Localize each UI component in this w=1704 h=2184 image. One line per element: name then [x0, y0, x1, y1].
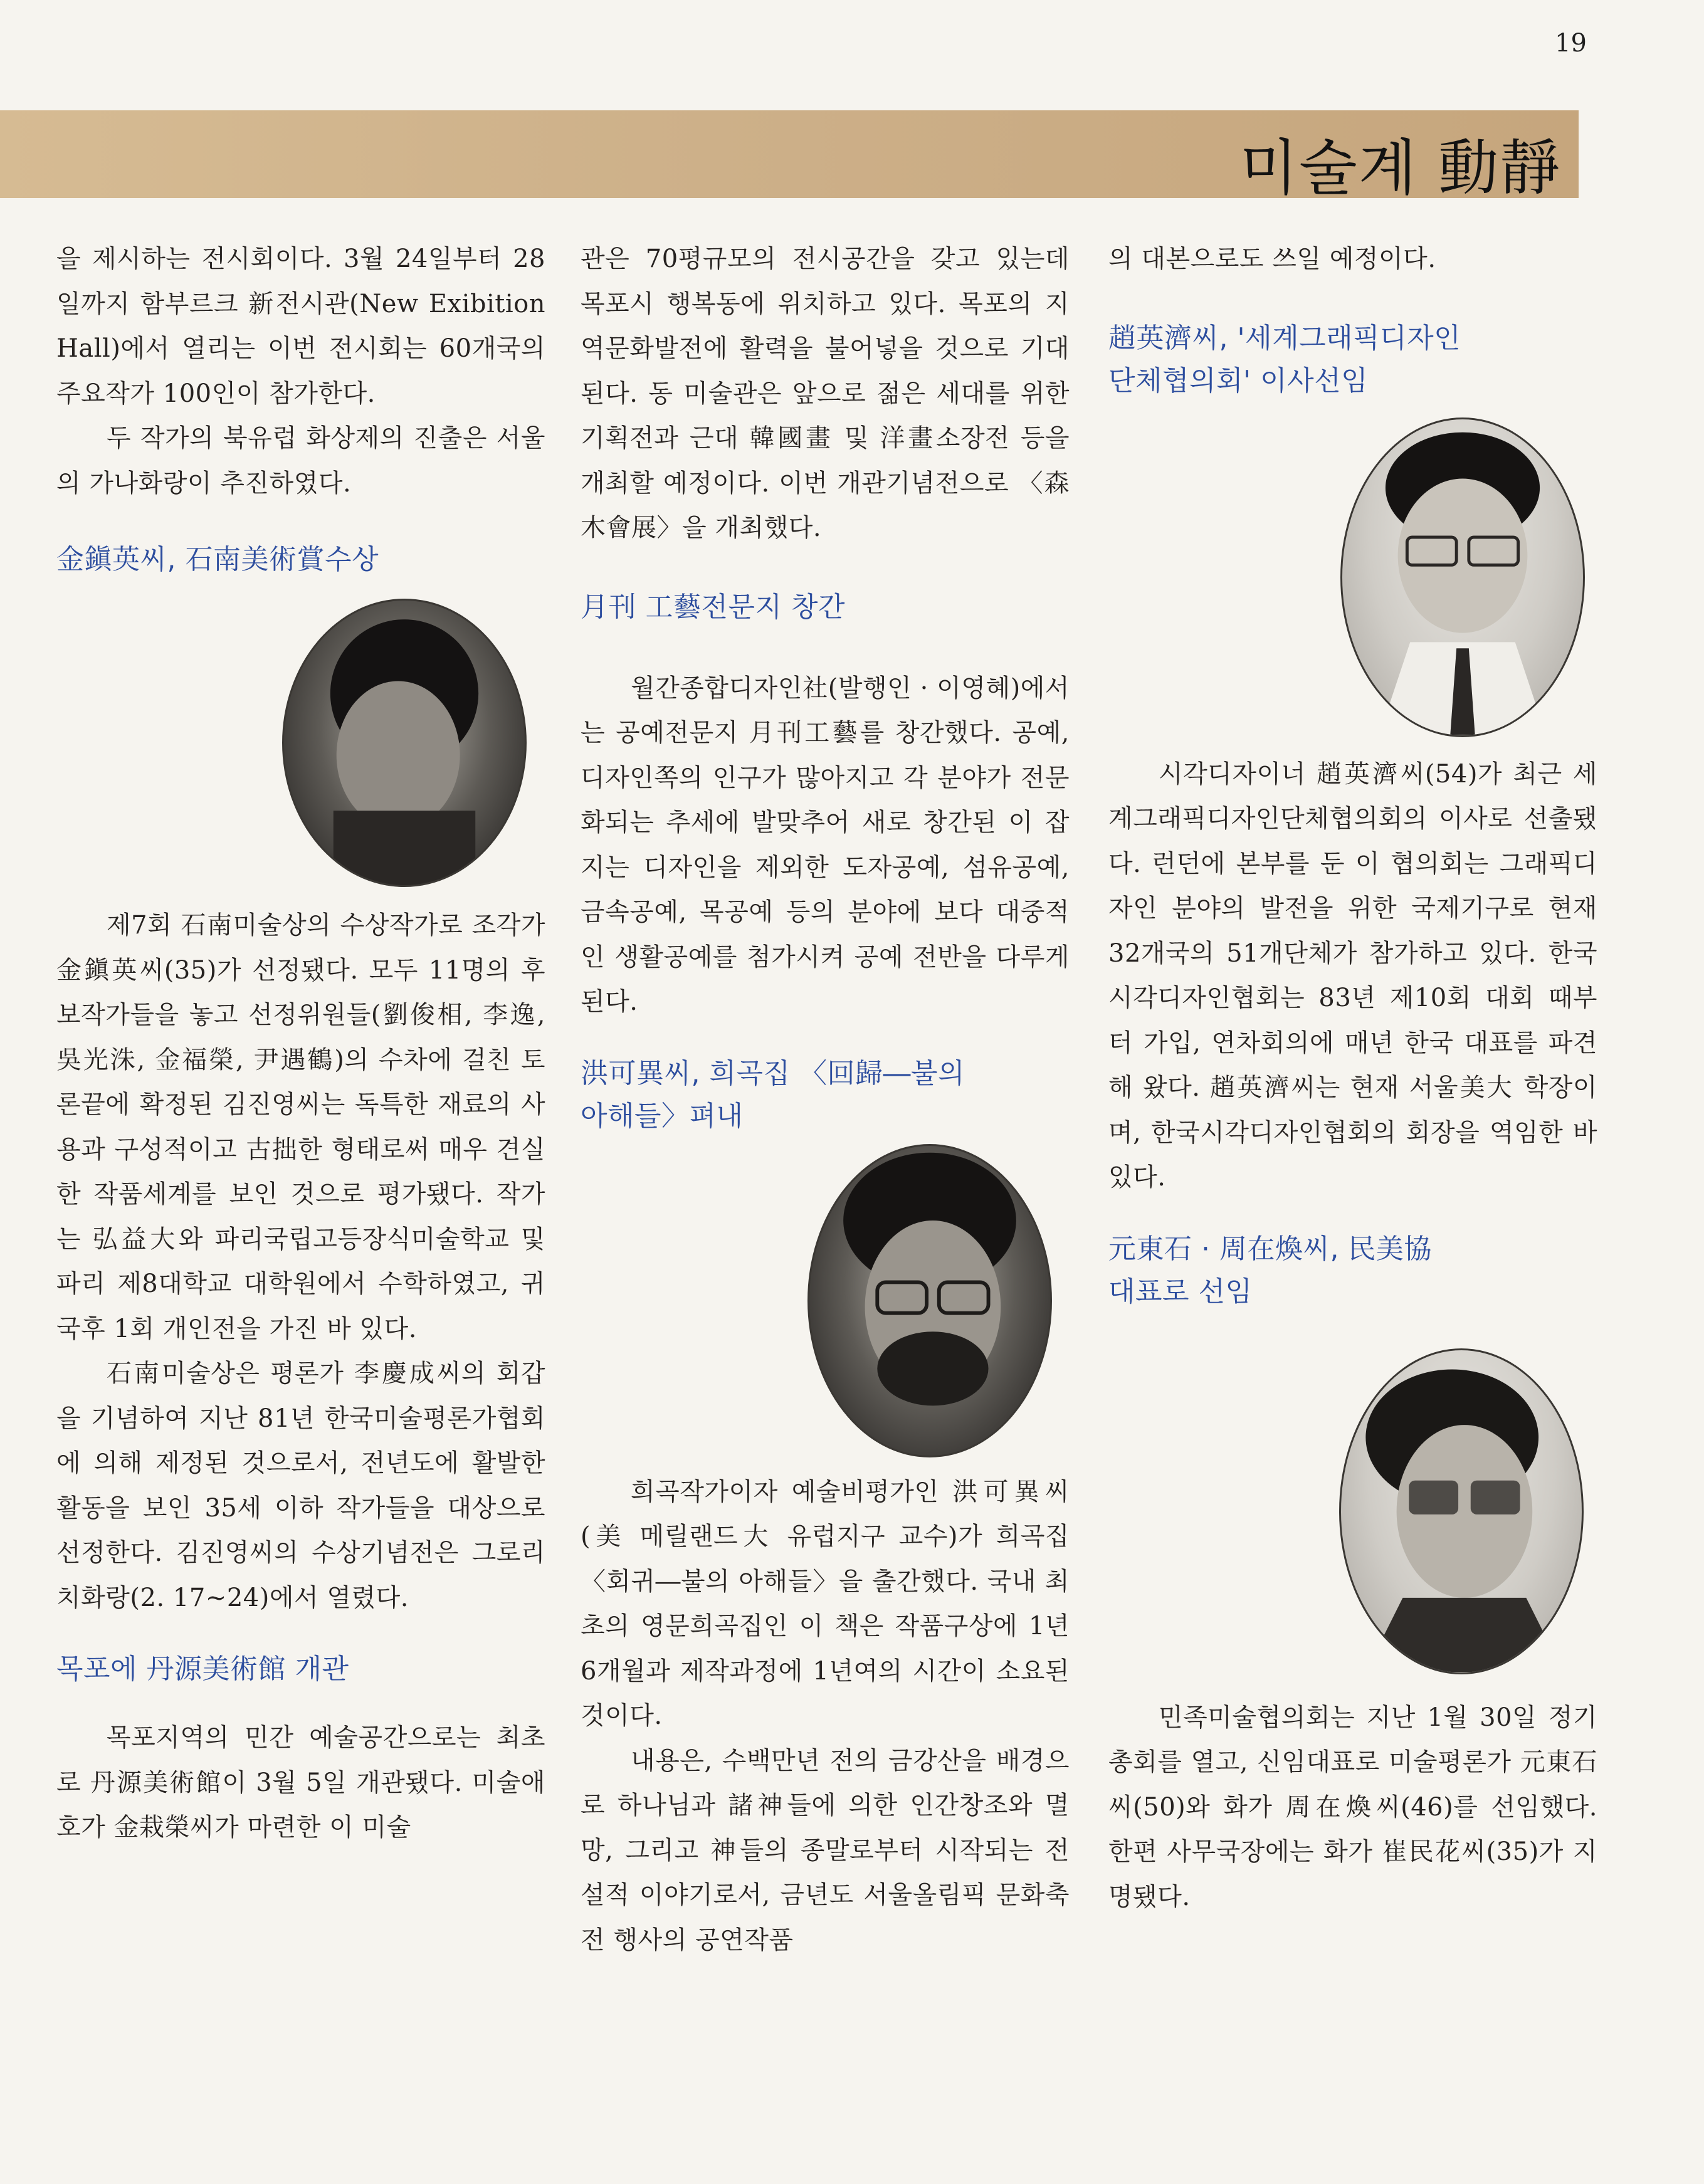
article-paragraph: 월간종합디자인社(발행인 · 이영혜)에서는 공예전문지 月刊工藝를 창간했다. 공예, 디자인쪽의 인구가 많아지고 각 분야가 전문화되는 추세에 발맞추어 새로 창간된 이 잡지는 디자인을 제외한 도자공예, 섬유공예, 금속공예, 목공예 등의 분야에 보다 대중적인 생활공예를 첨가시켜 공예 전반을 다루게 된다. [581, 673, 1070, 1016]
portrait-photo-won-dongseok [1339, 1348, 1584, 1674]
portrait-icon [284, 601, 525, 885]
article-paragraph: 희곡작가이자 예술비평가인 洪可異씨(美 메릴랜드大 유럽지구 교수)가 희곡집 〈회귀―불의 아해들〉을 출간했다. 국내 최초의 영문희곡집인 이 책은 작품구상에 1년 6개월과 제작과정에 1년여의 시간이 소요된 것이다. [581, 1477, 1070, 1730]
portrait-photo-cho-youngjae [1340, 417, 1585, 737]
article-heading: 趙英濟씨, '세계그래픽디자인 [1108, 322, 1461, 354]
section-header-band [0, 110, 1579, 203]
article-heading: 元東石 · 周在煥씨, 民美協 [1108, 1232, 1432, 1265]
article-heading: 洪可異씨, 희곡집 〈回歸―불의 [581, 1057, 965, 1089]
article-heading: 대표로 선임 [1108, 1275, 1253, 1308]
article-paragraph: 두 작가의 북유럽 화상제의 진출은 서울의 가나화랑이 추진하였다. [56, 424, 545, 498]
portrait-icon [1342, 419, 1583, 735]
section-title: 미술계 動靜 [1239, 133, 1561, 203]
article-heading: 金鎭英씨, 石南美術賞수상 [56, 543, 379, 575]
article-paragraph: 내용은, 수백만년 전의 금강산을 배경으로 하나님과 諸神들에 의한 인간창조와 멸망, 그리고 神들의 종말로부터 시작되는 전설적 이야기로서, 금년도 서울올림픽 문화축전 행사의 공연작품 [581, 1746, 1070, 1955]
column-2 [581, 237, 1070, 1963]
article-paragraph: 石南미술상은 평론가 李慶成씨의 회갑을 기념하여 지난 81년 한국미술평론가협회에 의해 제정된 것으로서, 전년도에 활발한 활동을 보인 35세 이하 작가들을 대상으로 선정한다. 김진영씨의 수상기념전은 그로리치화랑(2. 17~24)에서 열렸다. [56, 1359, 545, 1612]
article-paragraph: 의 대본으로도 쓰일 예정이다. [1108, 244, 1436, 273]
portrait-photo-hong-gai [807, 1144, 1052, 1457]
column-3 [1108, 237, 1597, 1919]
portrait-icon [1341, 1350, 1582, 1672]
page-number: 19 [1555, 29, 1587, 58]
article-paragraph: 제7회 石南미술상의 수상작가로 조각가 金鎭英씨(35)가 선정됐다. 모두 11명의 후보작가들을 놓고 선정위원들(劉俊相, 李逸, 吳光洙, 金福榮, 尹遇鶴)의 수차에 걸친 토론끝에 확정된 김진영씨는 독특한 재료의 사용과 구성적이고 古拙한 형태로써 매우 견실한 작품세계를 보인 것으로 평가됐다. 작가는 弘益大와 파리국립고등장식미술학교 및 파리 제8대학교 대학원에서 수학하였고, 귀국후 1회 개인전을 가진 바 있다. [56, 911, 545, 1343]
article-paragraph: 관은 70평규모의 전시공간을 갖고 있는데 목포시 행복동에 위치하고 있다. 목포의 지역문화발전에 활력을 불어넣을 것으로 기대된다. 동 미술관은 앞으로 젊은 세대를 위한 기획전과 근대 韓國畫 및 洋畫소장전 등을 개최할 예정이다. 이번 개관기념전으로 〈森木會展〉을 개최했다. [581, 244, 1070, 542]
article-heading: 목포에 丹源美術館 개관 [56, 1653, 349, 1685]
article-heading: 아해들〉펴내 [581, 1100, 744, 1132]
article-paragraph: 민족미술협의회는 지난 1월 30일 정기총회를 열고, 신임대표로 미술평론가 元東石씨(50)와 화가 周在煥씨(46)를 선임했다. 한편 사무국장에는 화가 崔民花씨(35)가 지명됐다. [1108, 1703, 1597, 1911]
article-paragraph: 목포지역의 민간 예술공간으로는 최초로 丹源美術館이 3월 5일 개관됐다. 미술애호가 金栽榮씨가 마련한 이 미술 [56, 1723, 545, 1842]
article-paragraph: 을 제시하는 전시회이다. 3월 24일부터 28일까지 함부르크 新전시관(New Exibition Hall)에서 열리는 이번 전시회는 60개국의 주요작가 100인이 참가한다. [56, 244, 545, 408]
article-paragraph: 시각디자이너 趙英濟씨(54)가 최근 세계그래픽디자인단체협의회의 이사로 선출됐다. 런던에 본부를 둔 이 협의회는 그래픽디자인 분야의 발전을 위한 국제기구로 현재 32개국의 51개단체가 참가하고 있다. 한국시각디자인협회는 83년 제10회 대회 때부터 가입, 연차회의에 매년 한국 대표를 파견해 왔다. 趙英濟씨는 현재 서울美大 학장이며, 한국시각디자인협회의 회장을 역임한 바 있다. [1108, 759, 1597, 1192]
column-1 [56, 237, 545, 1851]
article-heading: 단체협의회' 이사선임 [1108, 364, 1369, 397]
portrait-photo-kim-jinyoung [282, 599, 527, 887]
portrait-icon [809, 1146, 1050, 1456]
article-heading: 月刊 工藝전문지 창간 [581, 591, 845, 623]
